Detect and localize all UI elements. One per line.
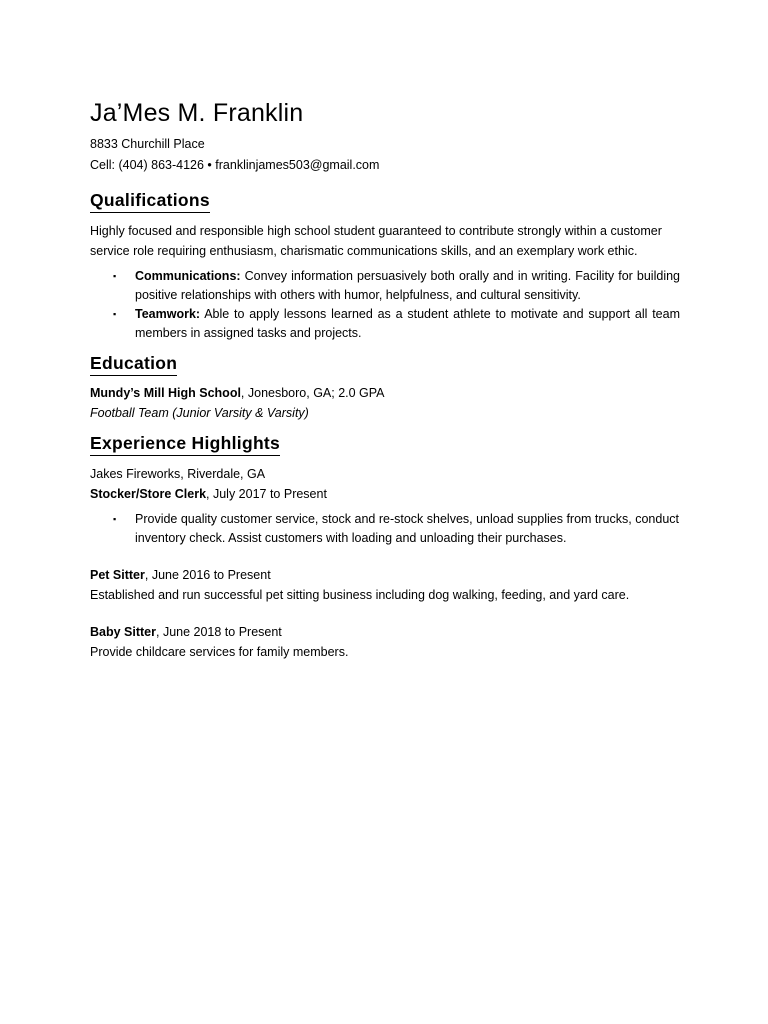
square-bullet-icon: ▪ xyxy=(113,514,117,524)
education-entry xyxy=(90,384,680,423)
job-duty: Provide quality customer service, stock and re-stock shelves, unload supplies from trucks, conduct inventory check. Assist customers with loading and unloading their purchases. xyxy=(135,512,679,545)
job-dates: , June 2018 to Present xyxy=(156,625,282,639)
experience-heading: Experience Highlights xyxy=(90,431,280,456)
job-dates: , June 2016 to Present xyxy=(144,568,271,582)
job-title: Baby Sitter xyxy=(90,625,156,639)
qualifications-heading: Qualifications xyxy=(90,188,210,213)
school-name: Mundy’s Mill High School xyxy=(90,386,241,400)
education-heading: Education xyxy=(90,351,177,376)
qualification-label: Communications: xyxy=(135,269,241,283)
job-description: Established and run successful pet sitting business including dog walking, feeding, and yard care. xyxy=(90,587,630,602)
school-activity: Football Team (Junior Varsity & Varsity) xyxy=(90,405,309,420)
list-item xyxy=(90,510,680,548)
list-item xyxy=(90,305,680,343)
job-title: Stocker/Store Clerk xyxy=(90,486,207,501)
qualification-label: Teamwork: xyxy=(135,307,201,321)
job-description: Provide childcare services for family members. xyxy=(90,644,349,659)
qualification-text: Able to apply lessons learned as a student athlete to motivate and support all team members in assigned tasks and projects. xyxy=(135,307,680,340)
job-dates: , July 2017 to Present xyxy=(206,486,327,501)
job-title: Pet Sitter xyxy=(90,568,145,582)
resume-page xyxy=(90,96,680,662)
contact-line: Cell: (404) 863-4126 • franklinjames503@gmail.com xyxy=(90,158,380,172)
qualification-text: Convey information persuasively both orally and in writing. Facility for building positive relationships with others with humor, helpfulness, and cultural sensitivity. xyxy=(135,269,680,302)
school-detail: , Jonesboro, GA; 2.0 GPA xyxy=(240,386,385,400)
job-entry xyxy=(90,623,680,662)
qualifications-section xyxy=(90,188,680,343)
square-bullet-icon: ▪ xyxy=(113,271,117,281)
job-entry xyxy=(90,566,680,605)
address: 8833 Churchill Place xyxy=(90,137,205,151)
employer: Jakes Fireworks, Riverdale, GA xyxy=(90,467,266,481)
square-bullet-icon: ▪ xyxy=(113,309,117,319)
qualifications-list xyxy=(90,267,680,343)
list-item xyxy=(90,267,680,305)
job-duties-list xyxy=(90,510,680,548)
qualifications-summary: Highly focused and responsible high school student guaranteed to contribute strongly within a customer service role requiring enthusiasm, charismatic communications skills, and an exemplary work ethic. xyxy=(90,224,662,258)
job-entry xyxy=(90,465,680,548)
education-section xyxy=(90,351,680,423)
experience-section xyxy=(90,431,680,662)
candidate-name: Ja’Mes M. Franklin xyxy=(90,99,304,127)
